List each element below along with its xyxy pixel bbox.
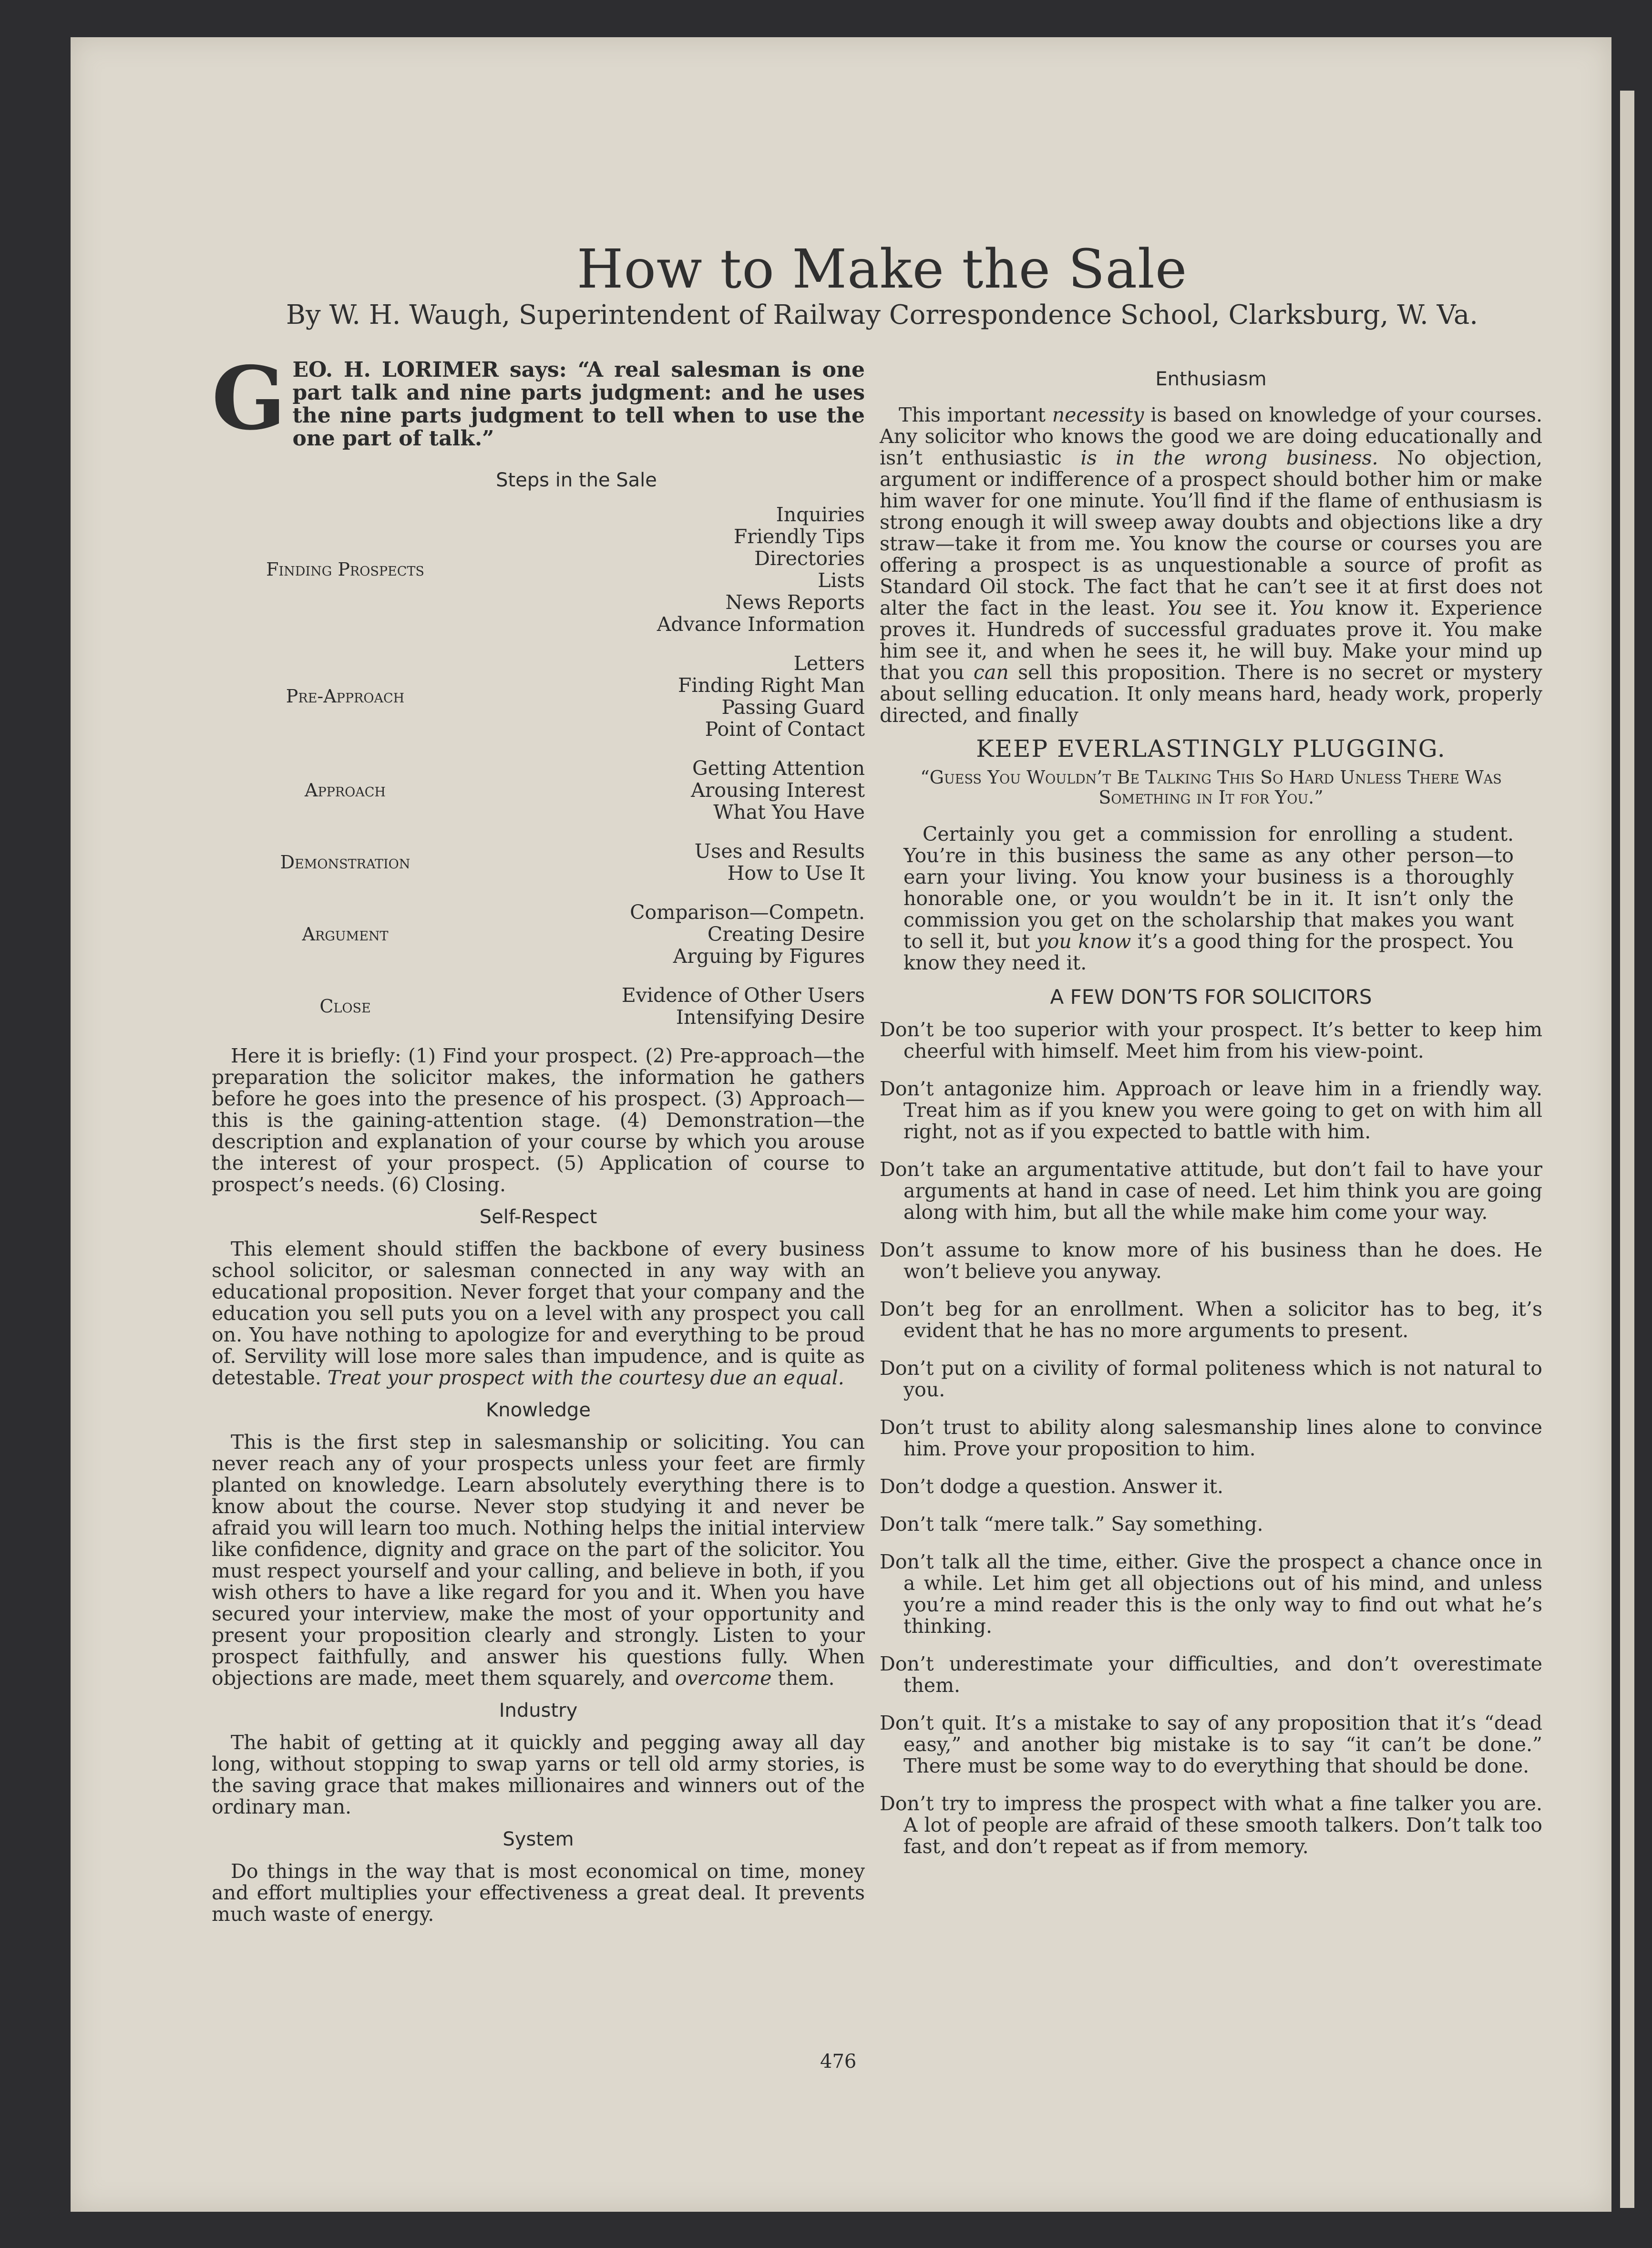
drop-cap: G	[212, 347, 286, 449]
donts-heading: A FEW DON’TS FOR SOLICITORS	[1050, 985, 1372, 1009]
industry-heading: Industry	[499, 1700, 578, 1722]
knowledge-emphasis: overcome	[675, 1667, 772, 1690]
step-name: Finding Prospects	[266, 559, 424, 580]
knowledge-text: This is the first step in salesmanship or soliciting. You can never reach any of your prospects unless your feet are firmly planted on knowledge. Learn absolutely everything there is to know about the course. Never stop studying it and never be afraid you will learn too much. Nothing helps the initial interview like confidence, dignity and grace on the part of the solicitor. You must respect yourself and your calling, and believe in both, if you wish others to have a like regard for you and it. When you have secured your interview, make the most of your opportunity and present your proposition clearly and strongly. Listen to your prospect faithfully, and answer his questions fully. When objections are made, meet them squarely, and	[212, 1431, 865, 1690]
step-item: Directories	[754, 547, 865, 570]
enthusiasm-em-can: can	[973, 661, 1009, 684]
dont-item: Don’t take an argumentative attitude, but don’t fail to have your arguments at hand in case of need. Let him think you are going along with him, but all the while make him come your way.	[880, 1158, 1542, 1224]
system-heading: System	[503, 1828, 574, 1850]
enthusiasm-em-you-1: You	[1166, 597, 1202, 619]
step-row	[212, 757, 865, 823]
step-row	[212, 652, 865, 740]
step-item: News Reports	[725, 591, 865, 614]
step-item: Passing Guard	[721, 696, 865, 719]
enthusiasm-text-3: No objection, argument or indifference of a prospect should bother him or make him waver for one minute. You’ll find if the flame of enthusiasm is strong enough it will sweep away doubts and objections like a dry straw—take it from me. You know the course or courses you are offering a prospect is as unquestionable a source of profit as Standard Oil stock. The fact that he can’t see it at first does not alter the fact in the least.	[880, 446, 1543, 619]
step-item: Intensifying Desire	[676, 1006, 865, 1029]
step-name: Argument	[302, 924, 389, 945]
enthusiasm-em-necessity: necessity	[1052, 403, 1144, 426]
step-row	[212, 984, 865, 1028]
commission-block	[903, 824, 1514, 974]
step-item: Comparison—Competn.	[630, 901, 865, 924]
left-column	[212, 347, 865, 1934]
knowledge-paragraph	[212, 1432, 865, 1689]
step-name: Pre-Approach	[286, 686, 405, 707]
step-items	[503, 757, 865, 823]
dont-item: Don’t talk all the time, either. Give the prospect a chance once in a while. Let him get all objections out of his mind, and unless you’re a mind reader this is the only way to find out what he’s thinking.	[880, 1550, 1542, 1638]
enthusiasm-text-6: sell this proposition. There is no secret or mystery about selling education. It only means hard, heady work, properly directed, and finally	[880, 661, 1542, 727]
dont-item: Don’t try to impress the prospect with what a fine talker you are. A lot of people are afraid of these smooth talkers. Don’t talk too fast, and don’t repeat as if from memory.	[880, 1792, 1542, 1858]
enthusiasm-em-wrong-business: is in the wrong business.	[1080, 446, 1378, 469]
step-items	[503, 901, 865, 967]
system-paragraph: Do things in the way that is most economical on time, money and effort multiplies your effectiveness a great deal. It prevents much waste of energy.	[212, 1860, 865, 1926]
step-row	[212, 840, 865, 884]
dont-item: Don’t be too superior with your prospect. It’s better to keep him cheerful with himself. Meet him from his view-point.	[880, 1018, 1542, 1062]
article-byline: By W. H. Waugh, Superintendent of Railway Correspondence School, Clarksburg, W. Va.	[286, 299, 1478, 330]
step-item: Arguing by Figures	[673, 945, 865, 968]
step-items	[503, 984, 865, 1028]
step-item: Creating Desire	[707, 923, 865, 946]
knowledge-heading: Knowledge	[486, 1399, 591, 1421]
dont-item: Don’t put on a civility of formal politeness which is not natural to you.	[880, 1357, 1542, 1401]
step-item: Evidence of Other Users	[621, 984, 865, 1007]
self-respect-heading: Self-Respect	[479, 1206, 597, 1228]
enthusiasm-paragraph	[880, 404, 1542, 726]
step-item: Lists	[818, 569, 865, 592]
plugging-heading: KEEP EVERLASTINGLY PLUGGING.	[976, 735, 1446, 763]
intro-paragraph	[212, 347, 865, 451]
step-name: Close	[319, 996, 371, 1017]
step-item: Inquiries	[776, 503, 865, 526]
pull-quote: “Guess You Wouldn’t Be Talking This So Hard Unless There Was Something in It for You.”	[920, 767, 1502, 808]
step-item: Arousing Interest	[691, 779, 865, 802]
step-item: Advance Information	[657, 613, 865, 636]
self-respect-emphasis: Treat your prospect with the courtesy due an equal.	[327, 1366, 844, 1389]
dont-item: Don’t talk “mere talk.” Say something.	[880, 1513, 1263, 1536]
step-item: Finding Right Man	[678, 674, 865, 697]
step-item: How to Use It	[727, 862, 865, 885]
step-item: What You Have	[713, 801, 865, 824]
step-item: Getting Attention	[692, 757, 865, 780]
step-row	[212, 901, 865, 967]
dont-item: Don’t dodge a question. Answer it.	[880, 1475, 1224, 1498]
dont-item: Don’t underestimate your difficulties, and don’t overestimate them.	[880, 1652, 1542, 1697]
step-item: Friendly Tips	[733, 525, 865, 548]
enthusiasm-text-1: This important	[899, 403, 1046, 426]
step-name: Approach	[305, 780, 386, 801]
intro-text: EO. H. LORIMER says: “A real salesman is one part talk and nine parts judgment: and he uses the nine parts judgment to tell when to use the one part of talk.”	[292, 358, 865, 451]
dont-item: Don’t trust to ability along salesmanship lines alone to convince him. Prove your proposition to him.	[880, 1416, 1542, 1460]
steps-heading: Steps in the Sale	[496, 469, 657, 491]
dont-item: Don’t assume to know more of his business than he does. He won’t believe you anyway.	[880, 1238, 1542, 1283]
enthusiasm-text-2: is based on knowledge of your courses. Any solicitor who knows the good we are doing educationally and isn’t enthusiastic	[880, 403, 1542, 469]
next-page-edge	[1620, 91, 1634, 2208]
step-items	[503, 504, 865, 635]
commission-paragraph	[903, 824, 1514, 974]
dont-item: Don’t quit. It’s a mistake to say of any proposition that it’s “dead easy,” and another big mistake is to say “it can’t be done.” There must be some way to do everything that should be done.	[880, 1712, 1542, 1777]
commission-em-you-know: you know	[1036, 930, 1131, 953]
donts-list	[880, 1019, 1542, 1857]
self-respect-paragraph	[212, 1238, 865, 1389]
commission-tail: it’s a good thing for the prospect. You know they need it.	[903, 930, 1514, 974]
self-respect-text: This element should stiffen the backbone of every business school solicitor, or salesman connected in any way with an educational proposition. Never forget that your company and the education you sell puts you on a level with any prospect you call on. You have nothing to apologize for and everything to be proud of. Servility will lose more sales than impudence, and is quite as detestable.	[212, 1237, 865, 1389]
step-name: Demonstration	[280, 852, 410, 873]
article-title: How to Make the Sale	[576, 238, 1188, 300]
right-column	[880, 368, 1542, 1874]
dont-item: Don’t beg for an enrollment. When a solicitor has to beg, it’s evident that he has no more arguments to present.	[880, 1298, 1542, 1342]
step-row	[212, 504, 865, 635]
step-item: Point of Contact	[705, 718, 865, 741]
step-items	[503, 840, 865, 884]
steps-table	[212, 504, 865, 1028]
dont-item: Don’t antagonize him. Approach or leave him in a friendly way. Treat him as if you knew you were going to get on with him all right, not as if you expected to battle with him.	[880, 1077, 1542, 1143]
enthusiasm-em-you-2: You	[1289, 597, 1324, 619]
enthusiasm-text-4: see it.	[1213, 597, 1278, 619]
industry-paragraph: The habit of getting at it quickly and pegging away all day long, without stopping to swap yarns or tell old army stories, is the saving grace that makes millionaires and winners out of the ordinary man.	[212, 1731, 865, 1818]
commission-text: Certainly you get a commission for enrolling a student. You’re in this business the same as any other person—to earn your living. You know your business is a thoroughly honorable one, or you wouldn’t be in it. It isn’t only the commission you get on the scholarship that makes you want to sell it, but	[903, 823, 1514, 953]
knowledge-tail: them.	[778, 1667, 835, 1690]
step-item: Letters	[793, 652, 865, 675]
page-number: 476	[820, 2051, 857, 2073]
step-item: Uses and Results	[694, 840, 865, 863]
enthusiasm-heading: Enthusiasm	[1155, 368, 1267, 390]
step-items	[503, 652, 865, 740]
enthusiasm-text-5: know it. Experience proves it. Hundreds of successful graduates prove it. You make him see it, and when he sees it, he will buy. Make your mind up that you	[880, 597, 1542, 684]
summary-paragraph: Here it is briefly: (1) Find your prospect. (2) Pre-approach—the preparation the solicitor makes, the information he gathers before he goes into the presence of his prospect. (3) Approach—this is the gaining-attention stage. (4) Demonstration—the description and explanation of your course by which you arouse the interest of your prospect. (5) Application of course to prospect’s needs. (6) Closing.	[212, 1044, 865, 1196]
